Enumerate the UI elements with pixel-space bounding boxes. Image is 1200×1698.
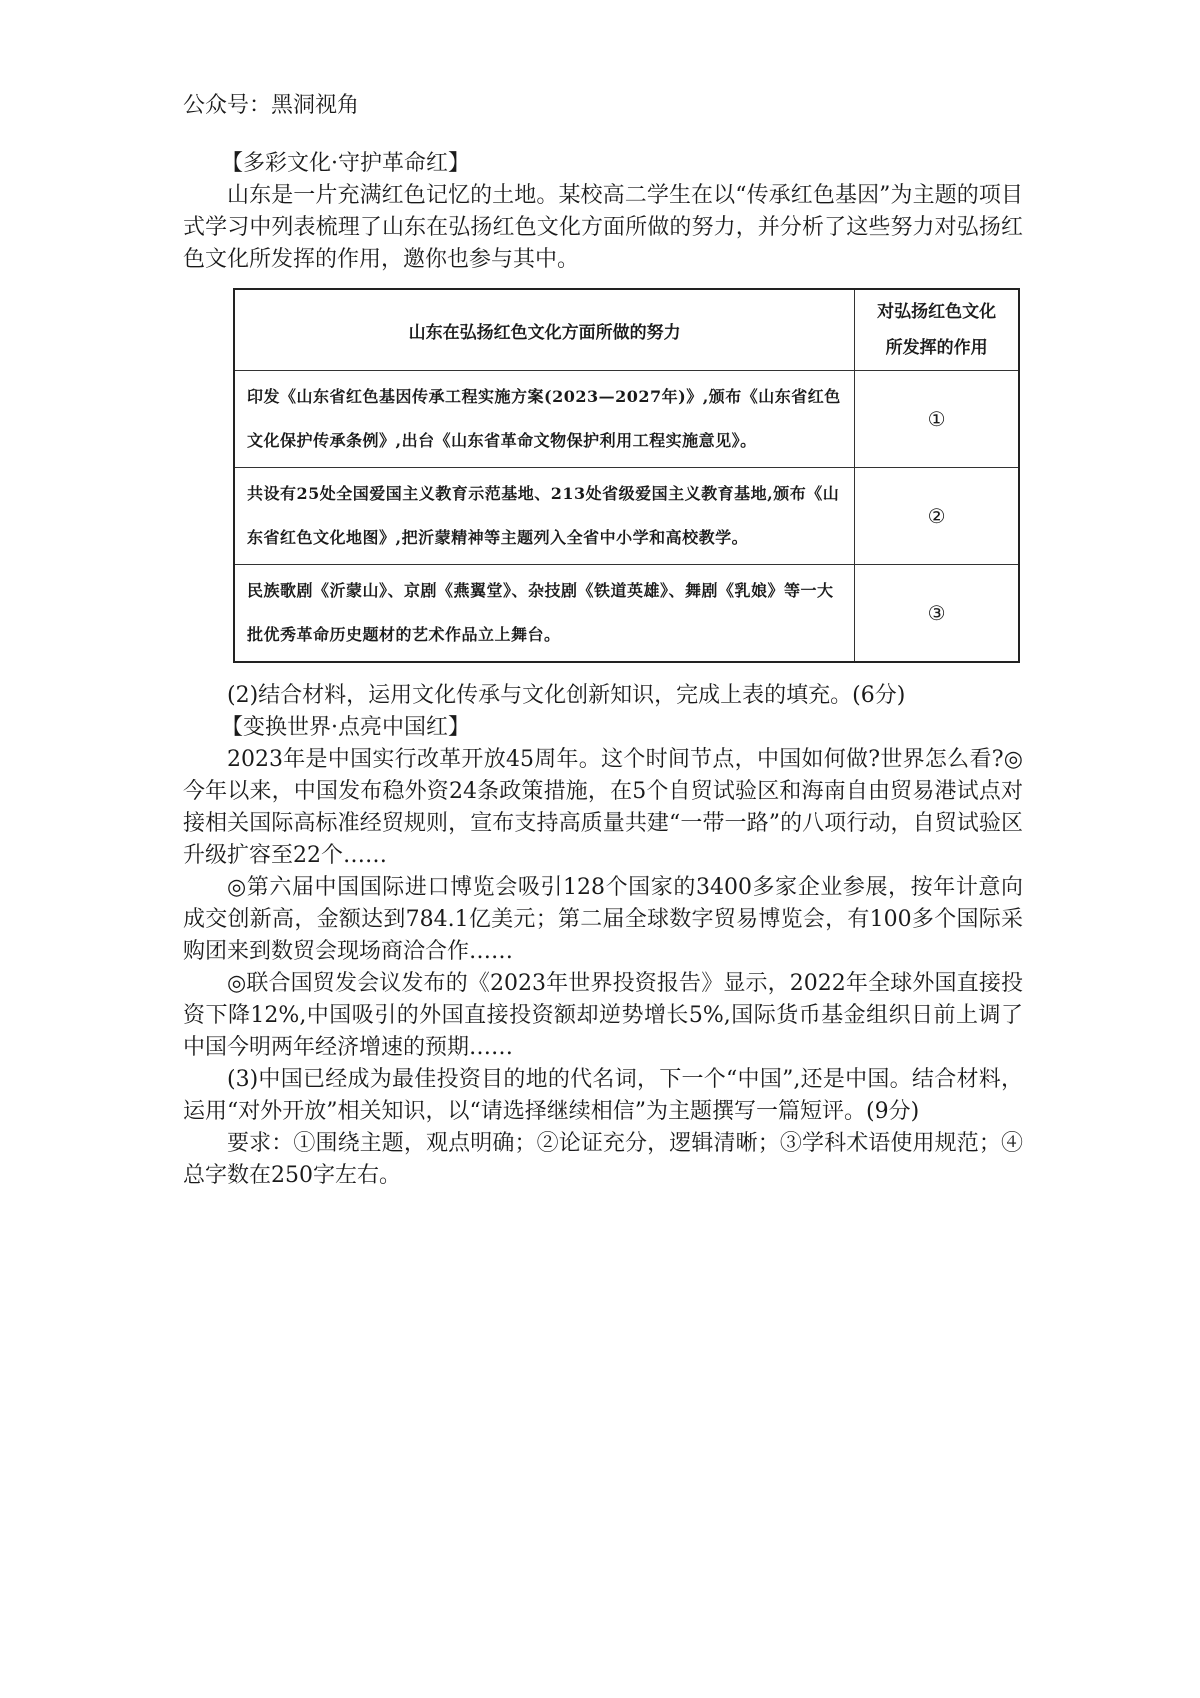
table-row (234, 371, 1019, 468)
section2 (183, 680, 1023, 1192)
efforts-table (233, 288, 1020, 663)
table-cell-blank: ② (855, 468, 1019, 565)
table-cell-effort: 共设有25处全国爱国主义教育示范基地、213处省级爱国主义教育基地,颁布《山东省红色文化地图》,把沂蒙精神等主题列入全省中小学和高校教学。 (234, 468, 855, 565)
section1 (183, 148, 1023, 276)
section2-heading: 【变换世界·点亮中国红】 (221, 715, 470, 740)
section1-heading: 【多彩文化·守护革命红】 (221, 151, 470, 176)
question-2: (2)结合材料，运用文化传承与文化创新知识，完成上表的填充。(6分) (227, 683, 906, 708)
question-3: (3)中国已经成为最佳投资目的地的代名词，下一个“中国”,还是中国。结合材料，运用“对外开放”相关知识，以“请选择继续相信”为主题撰写一篇短评。(9分) (183, 1067, 1023, 1124)
table-header-row (234, 289, 1019, 371)
table-header-efforts: 山东在弘扬红色文化方面所做的努力 (234, 289, 855, 371)
table-cell-blank: ③ (855, 565, 1019, 663)
table-cell-effort: 印发《山东省红色基因传承工程实施方案(2023—2027年)》,颁布《山东省红色文化保护传承条例》,出台《山东省革命文物保护利用工程实施意见》。 (234, 371, 855, 468)
section1-intro: 山东是一片充满红色记忆的土地。某校高二学生在以“传承红色基因”为主题的项目式学习中列表梳理了山东在弘扬红色文化方面所做的努力，并分析了这些努力对弘扬红色文化所发挥的作用，邀你也参与其中。 (183, 183, 1023, 272)
table-row (234, 468, 1019, 565)
table-header-effects-line1: 对弘扬红色文化 (877, 302, 997, 322)
requirements: 要求：①围绕主题，观点明确；②论证充分，逻辑清晰；③学科术语使用规范；④总字数在250字左右。 (183, 1131, 1023, 1188)
table-row (234, 565, 1019, 663)
table-header-effects (855, 289, 1019, 371)
section2-para2: ◎第六届中国国际进口博览会吸引128个国家的3400多家企业参展，按年计意向成交创新高，金额达到784.1亿美元；第二届全球数字贸易博览会，有100多个国际采购团来到数贸会现场商洽合作…… (183, 875, 1023, 964)
table-cell-blank: ① (855, 371, 1019, 468)
table-header-effects-line2: 所发挥的作用 (885, 338, 988, 358)
table-cell-effort: 民族歌剧《沂蒙山》、京剧《燕翼堂》、杂技剧《铁道英雄》、舞剧《乳娘》等一大批优秀革命历史题材的艺术作品立上舞台。 (234, 565, 855, 663)
section2-para1: 2023年是中国实行改革开放45周年。这个时间节点，中国如何做?世界怎么看?◎今年以来，中国发布稳外资24条政策措施，在5个自贸试验区和海南自由贸易港试点对接相关国际高标准经贸规则，宣布支持高质量共建“一带一路”的八项行动，自贸试验区升级扩容至22个…… (183, 747, 1023, 868)
section2-para3: ◎联合国贸发会议发布的《2023年世界投资报告》显示，2022年全球外国直接投资下降12%,中国吸引的外国直接投资额却逆势增长5%,国际货币基金组织日前上调了中国今明两年经济增速的预期…… (183, 971, 1023, 1060)
source-line: 公众号：黑洞视角 (183, 93, 360, 118)
